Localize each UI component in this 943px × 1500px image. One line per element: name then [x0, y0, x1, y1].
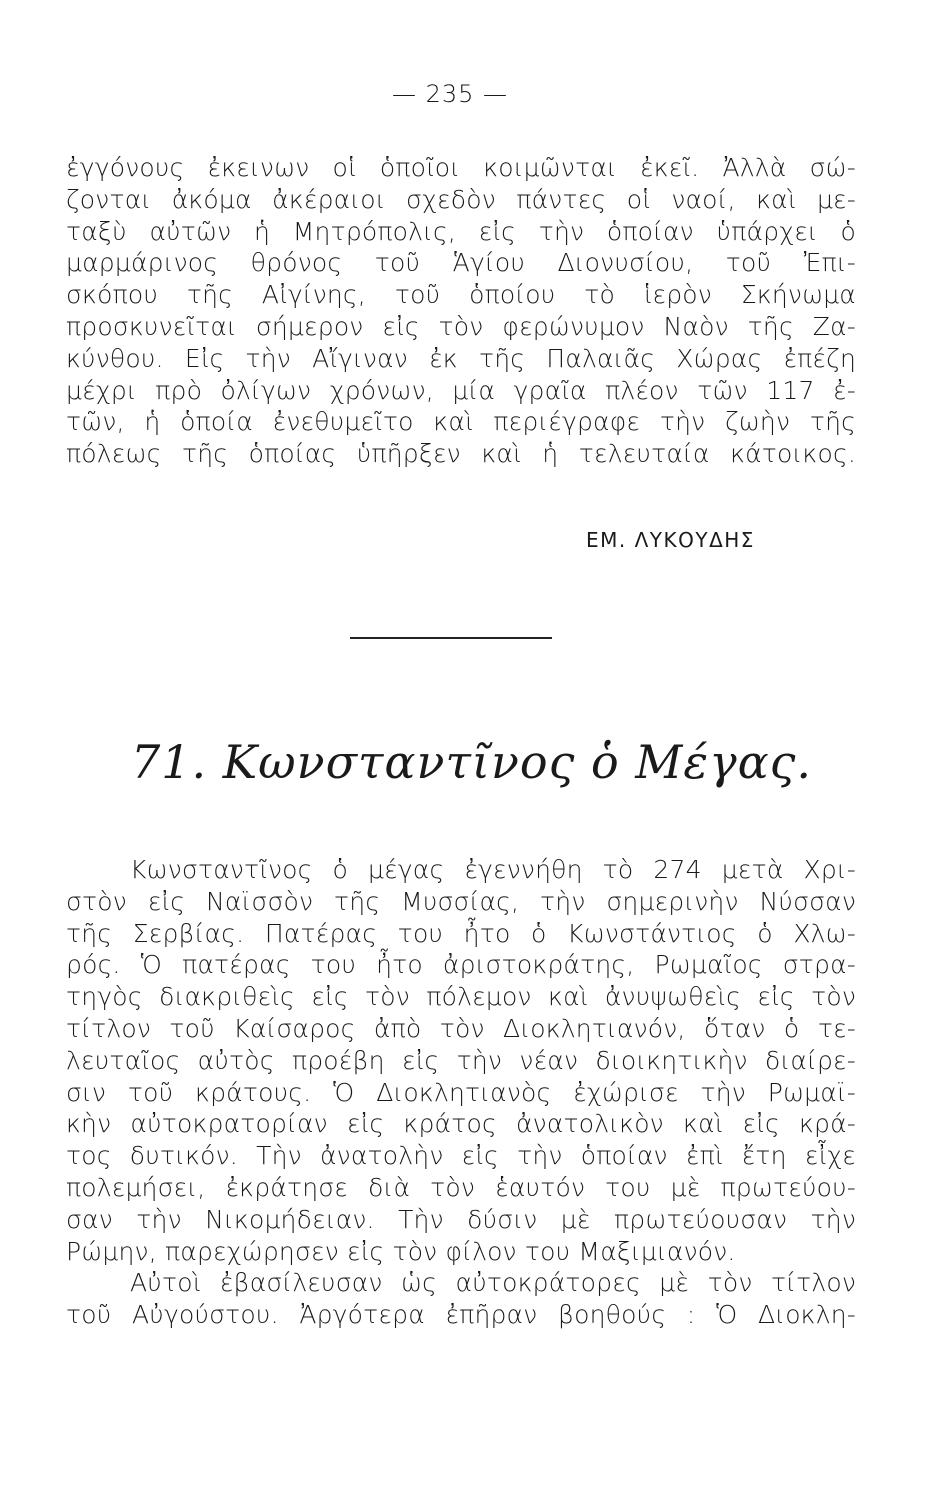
text-line: τηγὸς διακριθεὶς εἰς τὸν πόλεμον καὶ ἀνυψωθεὶς εἰς τὸν: [66, 982, 856, 1012]
text-line: κὴν αὐτοκρατορίαν εἰς κράτος ἀνατολικὸν καὶ εἰς κρά-: [66, 1109, 856, 1139]
text-line: λευταῖος αὐτὸς προέβη εἰς τὴν νέαν διοικητικὴν διαίρε-: [66, 1045, 856, 1075]
text-line: Αὐτοὶ ἐβασίλευσαν ὡς αὐτοκράτορες μὲ τὸν τίτλον: [130, 1268, 856, 1298]
text-line: Ρώμην, παρεχώρησεν εἰς τὸν φίλον του Μαξιμιανόν.: [66, 1236, 736, 1266]
section-divider: [350, 637, 552, 639]
text-line: σιν τοῦ κράτους. Ὁ Διοκλητιανὸς ἐχώρισε τὴν Ρωμαϊ-: [66, 1077, 856, 1107]
text-line: προσκυνεῖται σήμερον εἰς τὸν φερώνυμον Ναὸν τῆς Ζα-: [66, 311, 856, 341]
text-line: τοῦ Αὐγούστου. Ἀργότερα ἐπῆραν βοηθούς : Ὁ Διοκλη-: [66, 1300, 856, 1330]
text-line: ἐγγόνους ἐκεινων οἱ ὁποῖοι κοιμῶνται ἐκεῖ. Ἀλλὰ σώ-: [66, 153, 856, 182]
text-line: μαρμάρινος θρόνος τοῦ Ἁγίου Διονυσίου, τοῦ Ἐπι-: [66, 248, 856, 278]
text-line: ρός. Ὁ πατέρας του ἦτο ἀριστοκράτης, Ρωμαῖος στρα-: [66, 950, 856, 980]
text-line: στὸν εἰς Ναϊσσὸν τῆς Μυσσίας, τὴν σημερινὴν Νύσσαν: [66, 886, 856, 916]
chapter-title: 71. Κωνσταντῖνος ὁ Μέγας.: [130, 735, 813, 789]
text-line: ζονται ἀκόμα ἀκέραιοι σχεδὸν πάντες οἱ ναοί, καὶ με-: [66, 184, 856, 214]
text-line: κύνθου. Εἰς τὴν Αἴγιναν ἐκ τῆς Παλαιᾶς Χώρας ἐπέζη: [66, 343, 856, 373]
text-line: ταξὺ αὐτῶν ἡ Μητρόπολις, εἰς τὴν ὁποίαν ὑπάρχει ὁ: [66, 216, 856, 246]
text-line: Κωνσταντῖνος ὁ μέγας ἐγεννήθη τὸ 274 μετὰ Χρι-: [130, 855, 856, 884]
author-signature: ΕΜ. ΛΥΚΟΥΔΗΣ: [586, 528, 755, 552]
chapter-body-text: [66, 854, 856, 1331]
text-line: τίτλον τοῦ Καίσαρος ἀπὸ τὸν Διοκλητιανόν, ὅταν ὁ τε-: [66, 1013, 856, 1043]
text-line: πόλεως τῆς ὁποίας ὑπῆρξεν καὶ ἡ τελευταία κάτοικος.: [66, 439, 856, 469]
page-number: — 235 —: [391, 80, 509, 108]
article-ending-text: [66, 152, 856, 470]
text-line: σκόπου τῆς Αἰγίνης, τοῦ ὁποίου τὸ ἱερὸν Σκήνωμα: [66, 280, 856, 310]
text-line: τῆς Σερβίας. Πατέρας του ἦτο ὁ Κωνστάντιος ὁ Χλω-: [66, 918, 856, 948]
text-line: τος δυτικόν. Τὴν ἀνατολὴν εἰς τὴν ὁποίαν ἐπὶ ἔτη εἶχε: [66, 1141, 856, 1171]
text-line: μέχρι πρὸ ὀλίγων χρόνων, μία γραῖα πλέον τῶν 117 ἐ-: [66, 375, 856, 405]
text-line: πολεμήσει, ἐκράτησε διὰ τὸν ἑαυτόν του μὲ πρωτεύου-: [66, 1172, 856, 1202]
text-line: τῶν, ἡ ὁποία ἐνεθυμεῖτο καὶ περιέγραφε τὴν ζωὴν τῆς: [66, 407, 856, 437]
text-line: σαν τὴν Νικομήδειαν. Τὴν δύσιν μὲ πρωτεύουσαν τὴν: [66, 1204, 856, 1234]
